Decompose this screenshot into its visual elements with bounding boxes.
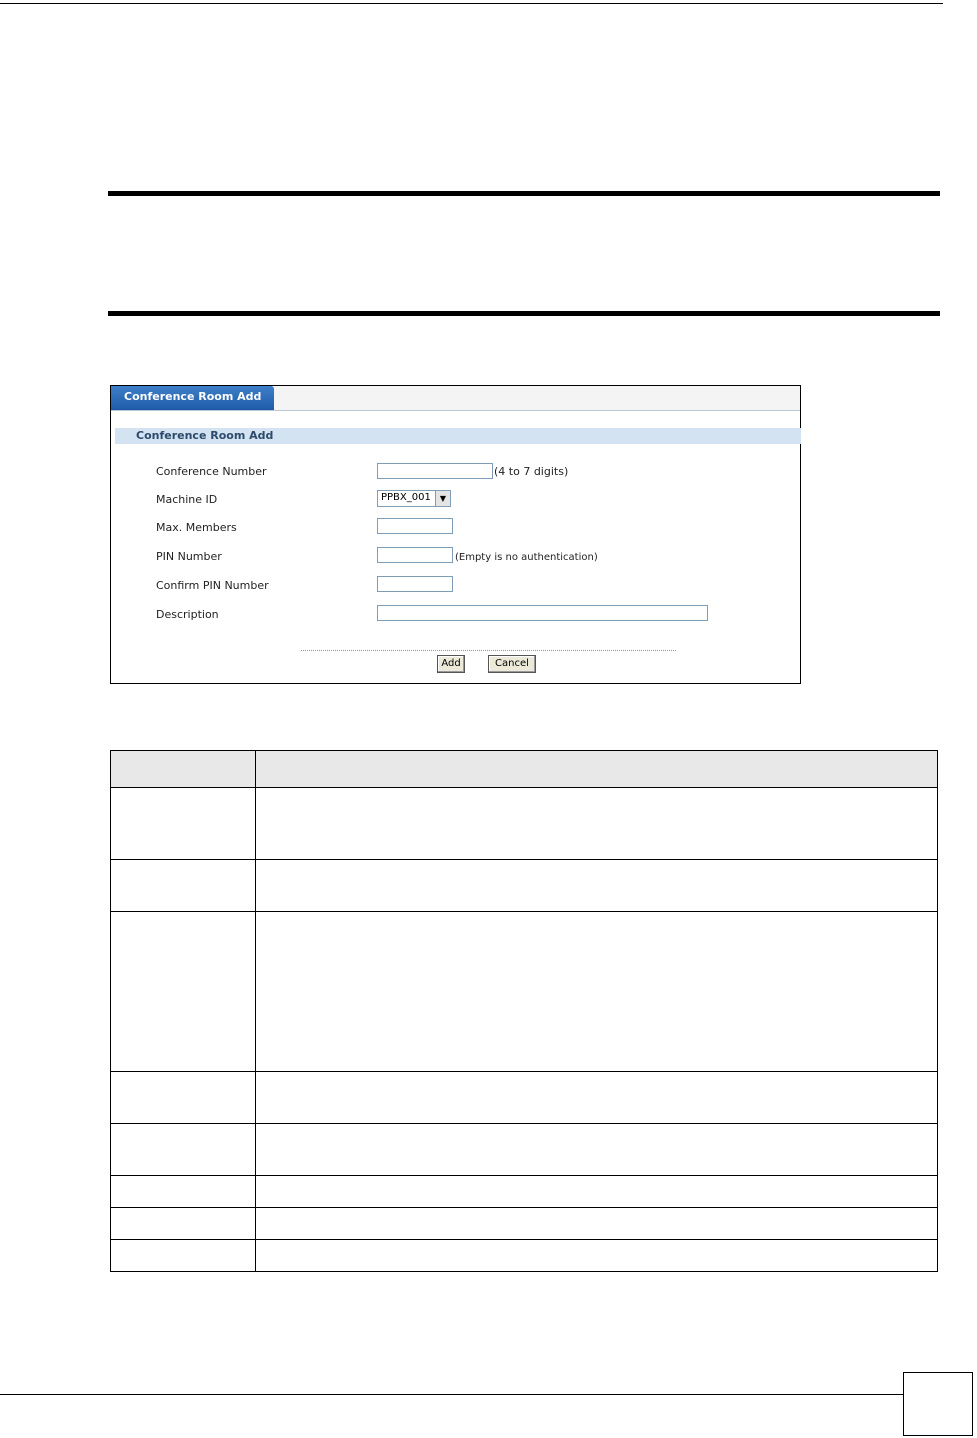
confirm-pin-input[interactable]	[377, 576, 453, 592]
header-rule	[0, 3, 943, 4]
description-input[interactable]	[377, 605, 708, 621]
table-cell	[111, 1124, 256, 1176]
table-row	[111, 860, 938, 912]
page-number-box	[903, 1372, 973, 1436]
table-header-label	[111, 751, 256, 788]
table-cell	[256, 1124, 938, 1176]
footer-rule	[0, 1394, 903, 1395]
conference-number-hint: (4 to 7 digits)	[494, 465, 569, 478]
max-members-label: Max. Members	[156, 521, 237, 534]
table-cell	[111, 788, 256, 860]
note-top-rule	[108, 191, 940, 196]
table-row	[111, 1124, 938, 1176]
table-cell	[256, 1176, 938, 1208]
table-cell	[111, 1176, 256, 1208]
table-cell	[111, 1208, 256, 1240]
table-cell	[111, 1072, 256, 1124]
conference-number-input[interactable]	[377, 463, 493, 479]
table-header-description	[256, 751, 938, 788]
tab-conference-room-add[interactable]: Conference Room Add	[111, 386, 274, 410]
description-table	[110, 750, 938, 1272]
table-cell	[256, 1072, 938, 1124]
description-label: Description	[156, 608, 219, 621]
confirm-pin-label: Confirm PIN Number	[156, 579, 269, 592]
table-cell	[256, 912, 938, 1072]
tab-bar	[111, 386, 800, 411]
machine-id-select[interactable]	[377, 490, 451, 507]
section-title: Conference Room Add	[115, 428, 801, 444]
table-row	[111, 1072, 938, 1124]
table-row	[111, 912, 938, 1072]
table-cell	[256, 860, 938, 912]
table-cell	[256, 1208, 938, 1240]
conference-number-label: Conference Number	[156, 465, 267, 478]
table-cell	[256, 1240, 938, 1272]
note-bottom-rule	[108, 311, 940, 316]
machine-id-label: Machine ID	[156, 493, 218, 506]
button-separator	[301, 650, 676, 651]
table-cell	[256, 788, 938, 860]
table-row	[111, 1208, 938, 1240]
pin-number-hint: (Empty is no authentication)	[455, 552, 598, 563]
chevron-down-icon[interactable]: ▼	[435, 491, 450, 506]
add-button[interactable]: Add	[437, 655, 465, 673]
table-row	[111, 788, 938, 860]
table-row	[111, 1176, 938, 1208]
conference-room-add-panel	[110, 385, 801, 684]
table-row	[111, 1240, 938, 1272]
table-cell	[111, 912, 256, 1072]
table-cell	[111, 860, 256, 912]
pin-number-input[interactable]	[377, 547, 453, 563]
cancel-button[interactable]: Cancel	[488, 655, 536, 673]
machine-id-selected: PPBX_001	[381, 492, 431, 503]
pin-number-label: PIN Number	[156, 550, 222, 563]
max-members-input[interactable]	[377, 518, 453, 534]
table-cell	[111, 1240, 256, 1272]
table-header-row	[111, 751, 938, 788]
